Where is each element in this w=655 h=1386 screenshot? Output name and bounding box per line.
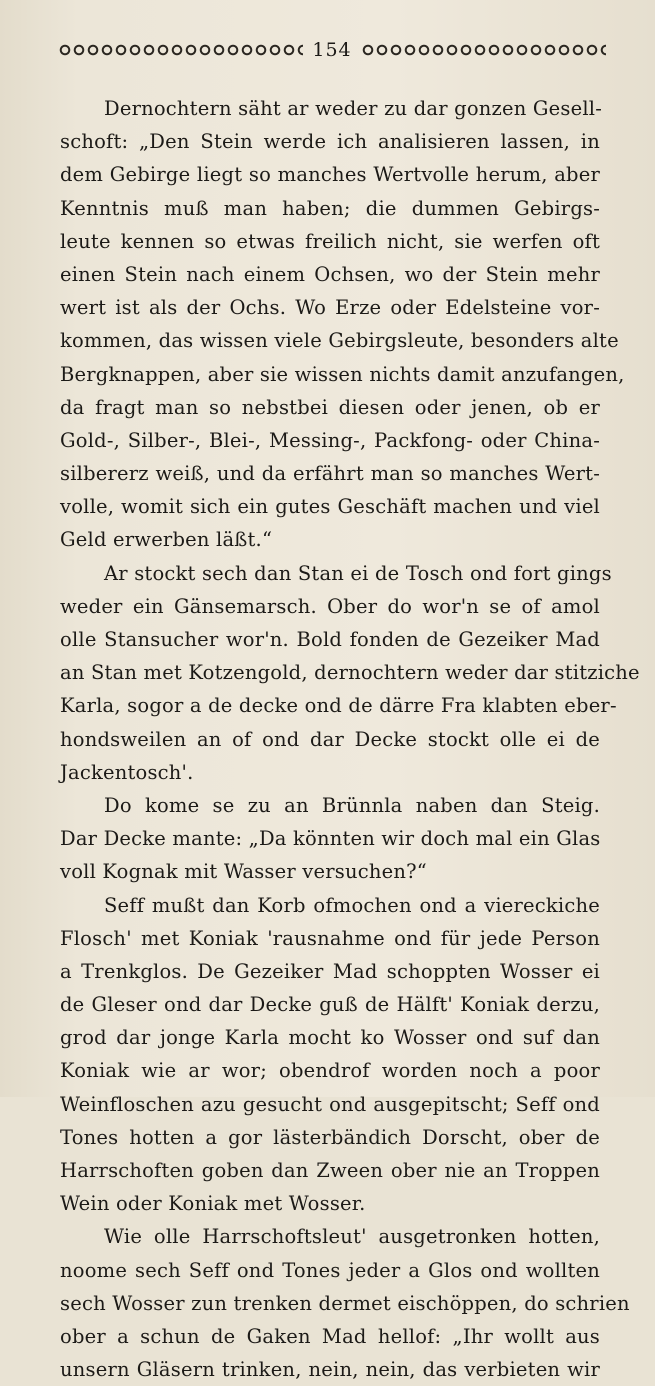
- text-line: wert ist als der Ochs. Wo Erze oder Edelsteine vor-: [60, 296, 600, 320]
- body-text: [60, 92, 640, 1386]
- text-line: ober a schun de Gaken Mad hellof: „Ihr wollt aus: [60, 1324, 600, 1348]
- text-line: schoft: „Den Stein werde ich analisieren lassen, in: [60, 130, 600, 154]
- text-line: Karla, sogor a de decke ond de därre Fra klabten eber-: [60, 694, 617, 718]
- text-line: da fragt man so nebstbei diesen oder jenen, ob er: [60, 395, 600, 419]
- text-line: silbererz weiß, und da erfährt man so manches Wert-: [60, 462, 600, 486]
- text-line: kommen, das wissen viele Gebirgsleute, besonders alte: [60, 329, 619, 353]
- text-line: dem Gebirge liegt so manches Wertvolle herum, aber: [60, 163, 600, 187]
- text-line: unsern Gläsern trinken, nein, nein, das verbieten wir: [60, 1358, 600, 1382]
- text-line: noome sech Seff ond Tones jeder a Glos ond wollten: [60, 1258, 600, 1282]
- text-line: Jackentosch'.: [60, 760, 194, 784]
- text-line: volle, womit sich ein gutes Geschäft machen und viel: [60, 495, 600, 519]
- text-line: grod dar jonge Karla mocht ko Wosser ond suf dan: [60, 1026, 600, 1050]
- page-number: 154: [312, 39, 352, 61]
- text-line: Flosch' met Koniak 'rausnahme ond für jede Person: [60, 926, 600, 950]
- text-line: leute kennen so etwas freilich nicht, sie werfen oft: [60, 229, 600, 253]
- text-line: einen Stein nach einem Ochsen, wo der Stein mehr: [60, 262, 600, 286]
- text-line: Ar stockt sech dan Stan ei de Tosch ond fort gings: [104, 561, 612, 585]
- text-line: hondsweilen an of ond dar Decke stockt olle ei de: [60, 727, 600, 751]
- text-line: Kenntnis muß man haben; die dummen Gebirgs-: [60, 196, 600, 220]
- text-line: Wein oder Koniak met Wosser.: [60, 1192, 366, 1216]
- left-ornament-border: [58, 43, 303, 57]
- right-ornament-border: [361, 43, 606, 57]
- text-line: Bergknappen, aber sie wissen nichts damit anzufangen,: [60, 362, 625, 386]
- text-line: Tones hotten a gor lästerbändich Dorscht, ober de: [60, 1125, 600, 1149]
- text-line: Gold-, Silber-, Blei-, Messing-, Packfong- oder China-: [60, 428, 600, 452]
- text-line: de Gleser ond dar Decke guß de Hälft' Koniak derzu,: [60, 993, 600, 1017]
- text-line: Wie olle Harrschoftsleut' ausgetronken hotten,: [104, 1225, 600, 1249]
- page-header: [58, 38, 606, 62]
- text-line: Koniak wie ar wor; obendrof worden noch a poor: [60, 1059, 600, 1083]
- text-line: sech Wosser zun trenken dermet eischöppen, do schrien: [60, 1291, 630, 1315]
- text-line: a Trenkglos. De Gezeiker Mad schoppten Wosser ei: [60, 959, 600, 983]
- text-line: Harrschoften goben dan Zween ober nie an Troppen: [60, 1159, 600, 1182]
- text-line: Geld erwerben läßt.“: [60, 528, 273, 552]
- text-line: Dar Decke mante: „Da könnten wir doch mal ein Glas: [60, 827, 601, 851]
- text-line: voll Kognak mit Wasser versuchen?“: [60, 860, 427, 884]
- text-line: Do kome se zu an Brünnla naben dan Steig.: [104, 793, 600, 817]
- text-line: weder ein Gänsemarsch. Ober do wor'n se of amol: [60, 594, 600, 618]
- text-line: Dernochtern säht ar weder zu dar gonzen Gesell-: [104, 97, 603, 120]
- text-line: olle Stansucher wor'n. Bold fonden de Gezeiker Mad: [60, 628, 600, 651]
- text-line: an Stan met Kotzengold, dernochtern weder dar stitziche: [60, 661, 640, 685]
- text-line: Weinfloschen azu gesucht ond ausgepitscht; Seff ond: [60, 1092, 600, 1116]
- text-line: Seff mußt dan Korb ofmochen ond a viereckiche: [104, 893, 600, 917]
